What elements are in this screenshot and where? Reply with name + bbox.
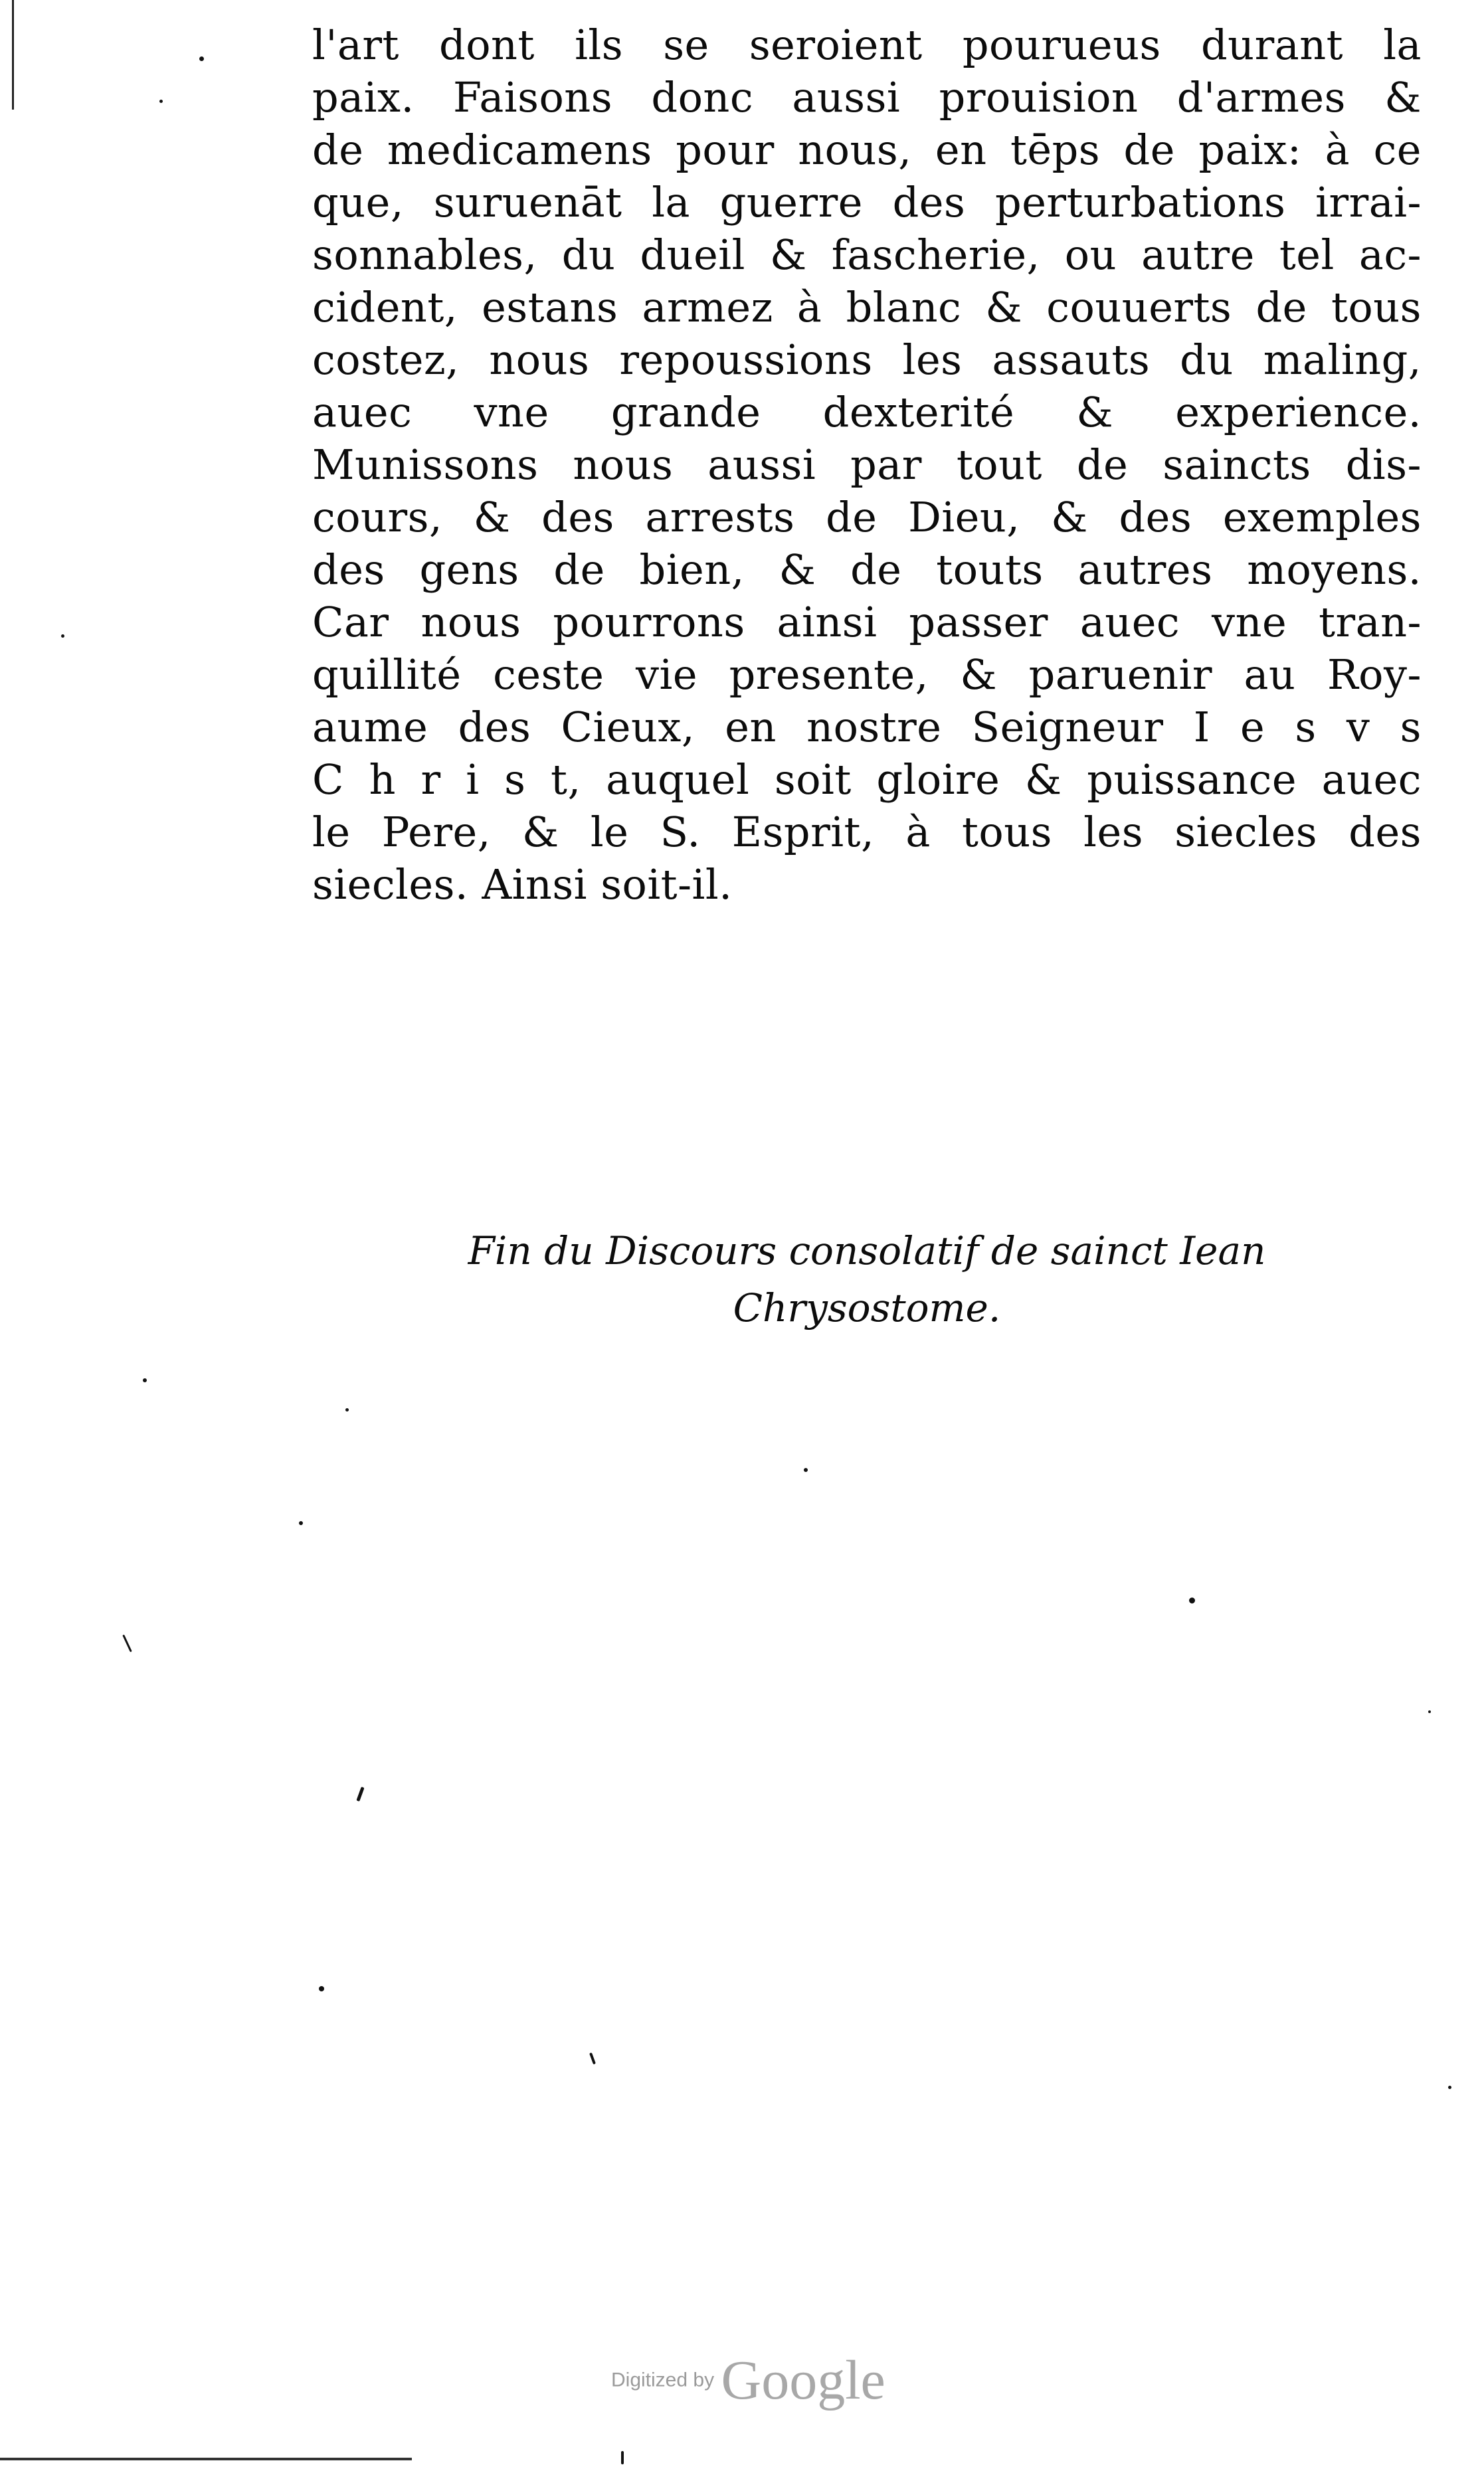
scan-speck [804,1468,808,1472]
google-logo: Google [721,2349,885,2411]
scan-speck [159,100,163,103]
body-text [312,19,1422,911]
text-line: cours, & des arrests de Dieu, & des exemples [312,493,1422,541]
scan-speck [356,1787,364,1801]
scan-speck [122,1635,132,1653]
text-line: des gens de bien, & de touts autres moyens. [312,545,1422,594]
text-line-final: siecles. Ainsi soit-il. [312,860,733,909]
text-line: C h r i s t, auquel soit gloire & puissance auec [312,755,1422,804]
text-line: Munissons nous aussi par tout de saincts dis- [312,440,1422,489]
scan-speck [1448,2086,1451,2089]
text-line: que, suruenāt la guerre des perturbations irrai- [312,178,1422,227]
scan-speck [589,2053,596,2064]
scan-speck [1189,1598,1195,1603]
page-bottom-rule [0,2458,412,2460]
page-edge-rule [12,0,14,110]
text-line: cident, estans armez à blanc & couuerts de tous [312,283,1422,331]
scan-speck [345,1408,349,1412]
text-line: de medicamens pour nous, en tēps de paix: à ce [312,126,1422,174]
watermark-prefix: Digitized by [611,2369,715,2391]
scan-speck [199,56,204,61]
scan-speck [143,1378,147,1382]
text-line: aume des Cieux, en nostre Seigneur I e s v s [312,703,1422,751]
text-line: paix. Faisons donc aussi prouision d'armes & [312,73,1422,122]
text-line: le Pere, & le S. Esprit, à tous les siecles des [312,808,1422,856]
scan-speck [621,2451,624,2464]
colophon-line-2: Chrysostome. [733,1285,1001,1330]
scan-speck [1428,1710,1431,1713]
text-line: l'art dont ils se seroient pourueus durant la [312,21,1422,69]
scan-speck [61,634,64,638]
scan-speck [299,1521,303,1525]
text-line: costez, nous repoussions les assauts du maling, [312,335,1422,384]
text-line: auec vne grande dexterité & experience. [312,388,1422,436]
text-line: sonnables, du dueil & fascherie, ou autre tel ac- [312,230,1422,279]
digitized-by-watermark [611,2348,957,2421]
text-line: quillité ceste vie presente, & paruenir au Roy- [312,650,1422,699]
text-line: Car nous pourrons ainsi passer auec vne tran- [312,598,1422,646]
colophon-line-1: Fin du Discours consolatif de sainct Iean [468,1228,1266,1273]
scan-speck [319,1986,324,1991]
colophon [312,1222,1422,1336]
